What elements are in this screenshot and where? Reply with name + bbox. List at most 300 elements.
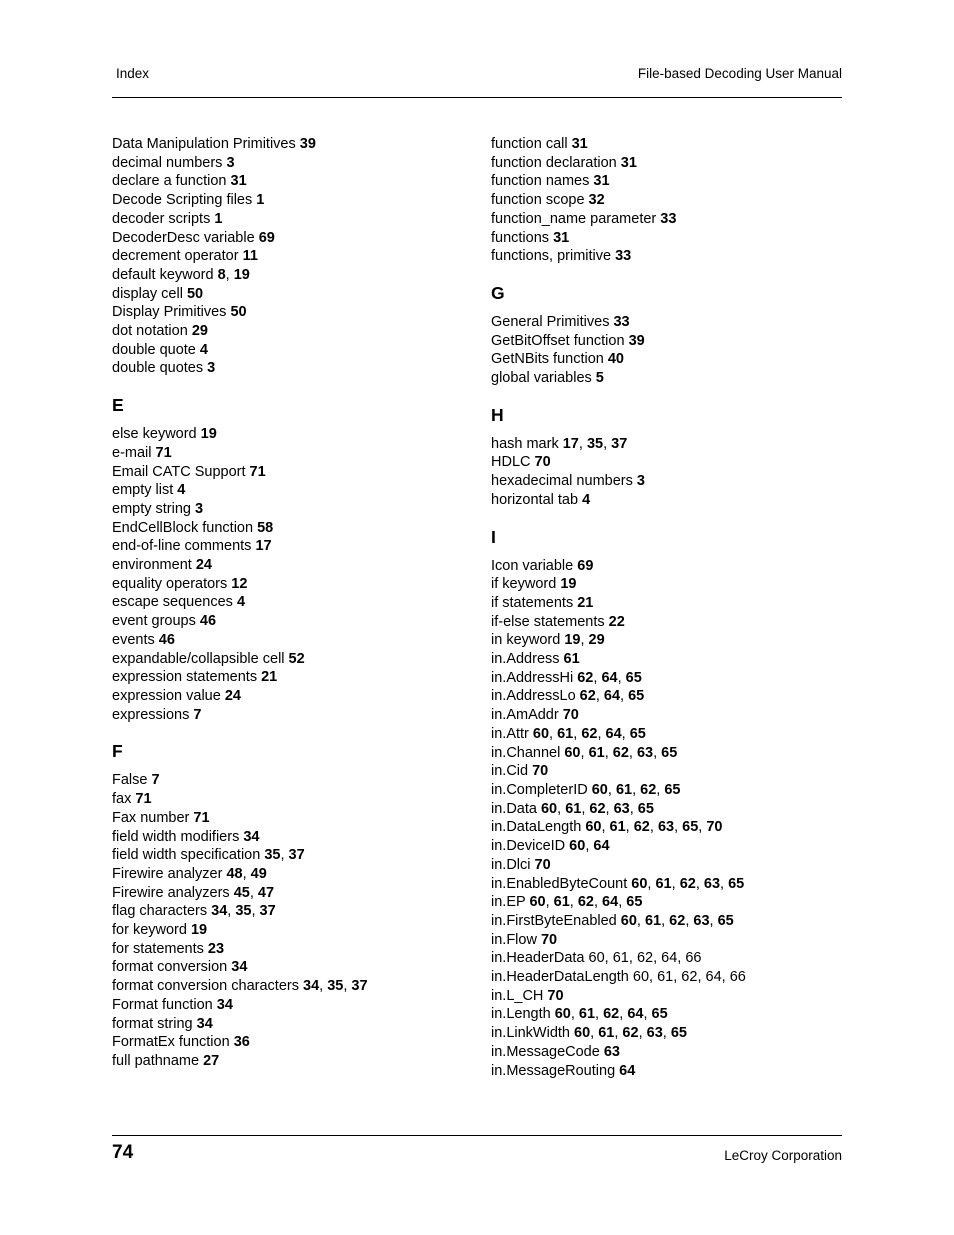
page-reference: 1 xyxy=(214,210,223,227)
page-reference: 37 xyxy=(351,978,368,995)
index-term: global variables xyxy=(491,370,592,387)
index-term: end-of-line comments xyxy=(112,538,252,555)
index-term: decrement operator xyxy=(112,248,239,265)
page-reference: 39 xyxy=(628,332,645,349)
index-term: in.Channel xyxy=(491,744,561,761)
index-term: Decode Scripting files xyxy=(112,192,253,209)
index-term: in.DataLength xyxy=(491,819,582,836)
index-term: in.MessageRouting xyxy=(491,1062,616,1079)
page-reference: 45 xyxy=(233,884,250,901)
page-reference: 60 xyxy=(588,950,605,967)
page-reference: 65 xyxy=(664,781,681,798)
page-reference: 60 xyxy=(569,838,586,855)
page-reference: 65 xyxy=(629,725,646,742)
index-term: in.Cid xyxy=(491,763,529,780)
page-reference: 64 xyxy=(705,969,722,986)
index-term: function names xyxy=(491,173,590,190)
index-entry xyxy=(112,996,482,1015)
page-reference: 7 xyxy=(193,706,202,723)
index-term: flag characters xyxy=(112,903,208,920)
index-term: functions xyxy=(491,229,550,246)
index-term: double quotes xyxy=(112,360,204,377)
page-reference: 22 xyxy=(608,613,625,630)
page-reference: 52 xyxy=(288,650,305,667)
index-entry xyxy=(112,668,482,687)
index-term: General Primitives xyxy=(491,313,610,330)
index-term: in.L_CH xyxy=(491,987,544,1004)
page-reference: 5 xyxy=(595,370,604,387)
page-reference: 4 xyxy=(582,491,591,508)
page-reference: 71 xyxy=(249,463,266,480)
page-reference: 64 xyxy=(619,1062,636,1079)
index-term: default keyword xyxy=(112,266,214,283)
running-header-section: Index xyxy=(116,66,150,81)
index-entry: in.HeaderDataLength 60, 61, 62, 64, 66 xyxy=(491,969,746,986)
page-reference: 61 xyxy=(644,912,662,929)
index-term: field width modifiers xyxy=(112,828,240,845)
index-entry xyxy=(112,921,482,940)
index-entry: in.AddressHi 62, 64, 65 xyxy=(491,669,642,686)
index-entry xyxy=(491,472,861,491)
page-reference: 50 xyxy=(230,304,247,321)
page-reference: 31 xyxy=(593,173,610,190)
index-term: function declaration xyxy=(491,154,617,171)
index-entry xyxy=(112,172,482,191)
index-entry xyxy=(112,1052,482,1071)
index-entry xyxy=(112,706,482,725)
page-reference: 62 xyxy=(577,894,594,911)
page-reference: 29 xyxy=(191,323,208,340)
page-reference: 65 xyxy=(661,744,678,761)
header-rule xyxy=(112,97,842,98)
index-entry xyxy=(491,332,861,351)
index-term: expression value xyxy=(112,687,221,704)
page-reference: 37 xyxy=(259,903,276,920)
index-entry xyxy=(491,247,861,266)
index-term: events xyxy=(112,631,155,648)
index-entry xyxy=(112,958,482,977)
index-term: if-else statements xyxy=(491,613,605,630)
index-term: in.FirstByteEnabled xyxy=(491,912,617,929)
index-entry: hash mark 17, 35, 37 xyxy=(491,435,628,452)
index-term: if keyword xyxy=(491,576,557,593)
index-entry: Firewire analyzers 45, 47 xyxy=(112,884,275,901)
page-reference: 35 xyxy=(586,435,604,452)
page-reference: 70 xyxy=(532,763,549,780)
page-reference: 65 xyxy=(637,800,654,817)
index-term: in keyword xyxy=(491,632,561,649)
index-entry xyxy=(112,1033,482,1052)
page-reference: 70 xyxy=(540,931,558,948)
page-reference: 24 xyxy=(195,557,212,574)
page-reference: 70 xyxy=(534,856,551,873)
page-reference: 60 xyxy=(631,875,648,892)
page-reference: 61 xyxy=(598,1025,615,1042)
index-entry xyxy=(491,191,861,210)
page-number: 74 xyxy=(112,1142,134,1163)
page-reference: 65 xyxy=(625,669,642,686)
index-entry xyxy=(491,557,861,576)
index-term: in.DeviceID xyxy=(491,838,566,855)
page-reference: 62 xyxy=(622,1025,639,1042)
page-reference: 33 xyxy=(613,313,630,330)
index-entry xyxy=(112,940,482,959)
page-reference: 64 xyxy=(605,725,622,742)
index-term: EndCellBlock function xyxy=(112,519,254,536)
page-reference: 50 xyxy=(186,285,204,302)
page-reference: 60 xyxy=(574,1025,591,1042)
index-entry xyxy=(112,771,482,790)
index-term: GetBitOffset function xyxy=(491,332,625,349)
index-term: expandable/collapsible cell xyxy=(112,650,285,667)
index-entry xyxy=(491,453,861,472)
index-entry: field width specification 35, 37 xyxy=(112,847,305,864)
index-entry xyxy=(491,229,861,248)
index-term: functions, primitive xyxy=(491,248,612,265)
index-entry: default keyword 8, 19 xyxy=(112,266,250,283)
index-entry xyxy=(112,1015,482,1034)
page-reference: 34 xyxy=(303,978,320,995)
page-reference: 19 xyxy=(564,632,581,649)
page-reference: 3 xyxy=(207,360,216,377)
page-reference: 64 xyxy=(602,894,619,911)
index-entry xyxy=(491,575,861,594)
page-reference: 34 xyxy=(196,1015,213,1032)
page-reference: 65 xyxy=(628,688,645,705)
page-reference: 21 xyxy=(577,594,594,611)
page-reference: 66 xyxy=(729,969,746,986)
index-term: fax xyxy=(112,791,132,808)
page-reference: 48 xyxy=(226,865,243,882)
index-entry xyxy=(112,210,482,229)
index-term: decimal numbers xyxy=(112,154,223,171)
index-entry: in.Length 60, 61, 62, 64, 65 xyxy=(491,1006,668,1023)
index-entry xyxy=(112,444,482,463)
index-term: display cell xyxy=(112,285,183,302)
page-reference: 70 xyxy=(547,987,564,1004)
index-term: function call xyxy=(491,136,568,152)
footer-company: LeCroy Corporation xyxy=(724,1148,842,1163)
index-term: function scope xyxy=(491,192,585,209)
page-reference: 61 xyxy=(615,781,633,798)
index-term: equality operators xyxy=(112,575,228,592)
page-reference: 61 xyxy=(657,969,674,986)
index-entry xyxy=(491,491,861,510)
page-reference: 24 xyxy=(224,687,241,704)
page-reference: 46 xyxy=(158,631,175,648)
index-entry xyxy=(112,575,482,594)
page-reference: 37 xyxy=(288,847,305,864)
page-reference: 64 xyxy=(627,1006,644,1023)
page-reference: 60 xyxy=(540,800,558,817)
index-entry xyxy=(112,481,482,500)
index-term: in.EP xyxy=(491,894,526,911)
index-entry xyxy=(491,650,861,669)
page-reference: 61 xyxy=(612,950,629,967)
index-entry: in.Attr 60, 61, 62, 64, 65 xyxy=(491,725,646,742)
page-reference: 60 xyxy=(585,819,602,836)
page-reference: 70 xyxy=(562,707,579,724)
index-entry: in.LinkWidth 60, 61, 62, 63, 65 xyxy=(491,1025,687,1042)
index-term: in.HeaderDataLength xyxy=(491,969,629,986)
page-reference: 19 xyxy=(233,266,250,283)
index-term: event groups xyxy=(112,613,196,630)
page-reference: 35 xyxy=(235,903,252,920)
page-reference: 4 xyxy=(199,341,208,358)
page-reference: 40 xyxy=(607,351,624,368)
page-reference: 29 xyxy=(588,632,605,649)
page-reference: 34 xyxy=(243,828,260,845)
page-reference: 8 xyxy=(217,266,226,283)
index-term: in.Attr xyxy=(491,725,529,742)
page-reference: 71 xyxy=(135,791,152,808)
page-reference: 61 xyxy=(609,819,626,836)
index-entry xyxy=(112,828,482,847)
index-entry xyxy=(112,631,482,650)
index-entry xyxy=(112,519,482,538)
index-term: else keyword xyxy=(112,426,197,443)
index-term: dot notation xyxy=(112,323,188,340)
index-term: for keyword xyxy=(112,922,187,939)
page-reference: 49 xyxy=(250,865,267,882)
page-reference: 61 xyxy=(557,725,574,742)
page-reference: 27 xyxy=(203,1052,220,1069)
index-entry xyxy=(112,247,482,266)
page-reference: 35 xyxy=(264,847,281,864)
index-entry xyxy=(491,135,861,154)
index-term: format string xyxy=(112,1015,193,1032)
footer-rule xyxy=(112,1135,842,1136)
index-entry xyxy=(491,706,861,725)
index-term: for statements xyxy=(112,940,204,957)
page-reference: 61 xyxy=(553,894,570,911)
page-reference: 31 xyxy=(553,229,570,246)
page-reference: 62 xyxy=(581,725,598,742)
page-reference: 17 xyxy=(562,435,579,452)
page-reference: 64 xyxy=(593,838,610,855)
index-term: full pathname xyxy=(112,1052,200,1069)
page-reference: 65 xyxy=(626,894,643,911)
page-reference: 3 xyxy=(636,473,645,490)
index-term: hash mark xyxy=(491,435,559,452)
page-reference: 64 xyxy=(603,688,621,705)
page-reference: 62 xyxy=(579,688,596,705)
page-reference: 62 xyxy=(640,781,657,798)
page-reference: 58 xyxy=(257,519,274,536)
page-reference: 37 xyxy=(611,435,628,452)
index-entry xyxy=(112,687,482,706)
page-reference: 4 xyxy=(177,482,186,499)
index-entry: in keyword 19, 29 xyxy=(491,632,605,649)
index-entry xyxy=(491,613,861,632)
page-reference: 35 xyxy=(327,978,344,995)
index-entry xyxy=(491,350,861,369)
index-entry: in.FirstByteEnabled 60, 61, 62, 63, 65 xyxy=(491,912,734,929)
index-entry xyxy=(491,172,861,191)
index-entry xyxy=(491,1043,861,1062)
page-reference: 65 xyxy=(717,912,734,929)
page-reference: 62 xyxy=(612,744,629,761)
page-reference: 65 xyxy=(670,1025,687,1042)
index-term: in.AddressLo xyxy=(491,688,576,705)
index-term: Data Manipulation Primitives xyxy=(112,136,296,152)
index-term: hexadecimal numbers xyxy=(491,473,633,490)
index-entry xyxy=(112,425,482,444)
page-reference: 63 xyxy=(657,819,675,836)
page-reference: 31 xyxy=(620,154,637,171)
index-entry xyxy=(112,593,482,612)
page-reference: 31 xyxy=(571,136,588,152)
index-entry: in.EnabledByteCount 60, 61, 62, 63, 65 xyxy=(491,875,745,892)
index-term: HDLC xyxy=(491,454,531,471)
index-entry xyxy=(112,650,482,669)
index-entry xyxy=(112,322,482,341)
index-entry: in.CompleterID 60, 61, 62, 65 xyxy=(491,781,681,798)
index-entry xyxy=(112,790,482,809)
page-reference: 17 xyxy=(255,538,272,555)
index-letter-heading: E xyxy=(112,395,124,416)
index-term: declare a function xyxy=(112,173,227,190)
page-reference: 33 xyxy=(615,248,632,265)
page-reference: 32 xyxy=(588,192,605,209)
index-column-right xyxy=(491,135,861,1080)
page-reference: 60 xyxy=(529,894,546,911)
page-reference: 65 xyxy=(728,875,745,892)
index-term: FormatEx function xyxy=(112,1034,230,1051)
index-entry xyxy=(112,612,482,631)
page-reference: 62 xyxy=(669,912,686,929)
index-entry: in.AddressLo 62, 64, 65 xyxy=(491,688,645,705)
index-term: Display Primitives xyxy=(112,304,227,321)
page-reference: 62 xyxy=(636,950,654,967)
page-reference: 33 xyxy=(660,210,677,227)
index-term: in.Data xyxy=(491,800,537,817)
index-term: in.MessageCode xyxy=(491,1043,600,1060)
index-term: Email CATC Support xyxy=(112,463,246,480)
index-term: Icon variable xyxy=(491,557,574,574)
index-entry xyxy=(112,537,482,556)
page-reference: 1 xyxy=(256,192,265,209)
index-entry: Firewire analyzer 48, 49 xyxy=(112,865,267,882)
page-reference: 12 xyxy=(231,575,248,592)
index-term: expressions xyxy=(112,706,190,723)
index-term: format conversion xyxy=(112,959,228,976)
index-term: in.LinkWidth xyxy=(491,1025,570,1042)
index-entry xyxy=(112,303,482,322)
page-reference: 63 xyxy=(703,875,721,892)
page-reference: 21 xyxy=(261,669,278,686)
page-reference: 34 xyxy=(216,996,233,1013)
page-reference: 3 xyxy=(226,154,235,171)
index-term: in.AmAddr xyxy=(491,707,559,724)
index-entry xyxy=(112,556,482,575)
page-reference: 63 xyxy=(693,912,710,929)
index-entry: in.Channel 60, 61, 62, 63, 65 xyxy=(491,744,678,761)
page-reference: 19 xyxy=(190,922,208,939)
index-term: in.Flow xyxy=(491,931,537,948)
index-entry xyxy=(491,154,861,173)
index-entry: in.Data 60, 61, 62, 63, 65 xyxy=(491,800,654,817)
index-entry xyxy=(491,856,861,875)
page-reference: 71 xyxy=(193,809,210,826)
index-term: in.AddressHi xyxy=(491,669,574,686)
page-reference: 70 xyxy=(706,819,723,836)
index-term: in.HeaderData xyxy=(491,950,585,967)
page-reference: 39 xyxy=(299,136,316,152)
page-reference: 63 xyxy=(646,1025,663,1042)
index-entry xyxy=(491,210,861,229)
index-entry xyxy=(491,1062,861,1081)
index-entry: in.DeviceID 60, 64 xyxy=(491,838,610,855)
index-entry xyxy=(112,809,482,828)
page-reference: 34 xyxy=(231,959,248,976)
page-reference: 60 xyxy=(632,969,650,986)
index-term: format conversion characters xyxy=(112,978,299,995)
page-reference: 62 xyxy=(681,969,698,986)
index-term: in.EnabledByteCount xyxy=(491,875,628,892)
index-entry xyxy=(491,313,861,332)
page-reference: 60 xyxy=(591,781,608,798)
index-entry xyxy=(112,135,482,154)
index-term: Fax number xyxy=(112,809,190,826)
index-term: if statements xyxy=(491,594,574,611)
index-entry: flag characters 34, 35, 37 xyxy=(112,903,276,920)
page-reference: 63 xyxy=(613,800,630,817)
index-entry xyxy=(112,341,482,360)
page-reference: 63 xyxy=(603,1043,620,1060)
page-reference: 31 xyxy=(230,173,247,190)
index-term: in.Address xyxy=(491,651,560,668)
index-term: escape sequences xyxy=(112,594,233,611)
page-reference: 4 xyxy=(236,594,246,611)
index-term: expression statements xyxy=(112,669,258,686)
page-reference: 23 xyxy=(207,940,225,957)
index-term: DecoderDesc variable xyxy=(112,229,255,246)
page-reference: 11 xyxy=(242,248,258,265)
index-column-left xyxy=(112,135,482,1071)
page-reference: 66 xyxy=(685,950,702,967)
page-reference: 19 xyxy=(560,576,577,593)
index-term: GetNBits function xyxy=(491,351,604,368)
index-term: in.Dlci xyxy=(491,856,531,873)
page-reference: 60 xyxy=(554,1006,571,1023)
page-reference: 69 xyxy=(258,229,275,246)
running-header-title: File-based Decoding User Manual xyxy=(637,66,842,81)
page-reference: 63 xyxy=(636,744,654,761)
index-entry: in.DataLength 60, 61, 62, 63, 65, 70 xyxy=(491,819,723,836)
index-entry xyxy=(491,987,861,1006)
page-reference: 61 xyxy=(588,744,605,761)
index-term: in.Length xyxy=(491,1006,551,1023)
page-reference: 62 xyxy=(603,1006,620,1023)
page-reference: 7 xyxy=(151,772,160,789)
page-reference: 60 xyxy=(532,725,550,742)
index-entry xyxy=(112,359,482,378)
page-reference: 70 xyxy=(534,454,551,471)
index-entry xyxy=(112,463,482,482)
index-term: horizontal tab xyxy=(491,491,579,508)
index-term: empty list xyxy=(112,482,174,499)
index-entry xyxy=(491,594,861,613)
page-reference: 3 xyxy=(195,500,204,517)
page-reference: 61 xyxy=(578,1006,596,1023)
index-term: decoder scripts xyxy=(112,210,211,227)
index-letter-heading: H xyxy=(491,404,504,425)
index-entry: format conversion characters 34, 35, 37 xyxy=(112,978,368,995)
page-reference: 36 xyxy=(233,1034,250,1051)
page-reference: 64 xyxy=(661,950,678,967)
index-letter-heading: F xyxy=(112,741,123,762)
